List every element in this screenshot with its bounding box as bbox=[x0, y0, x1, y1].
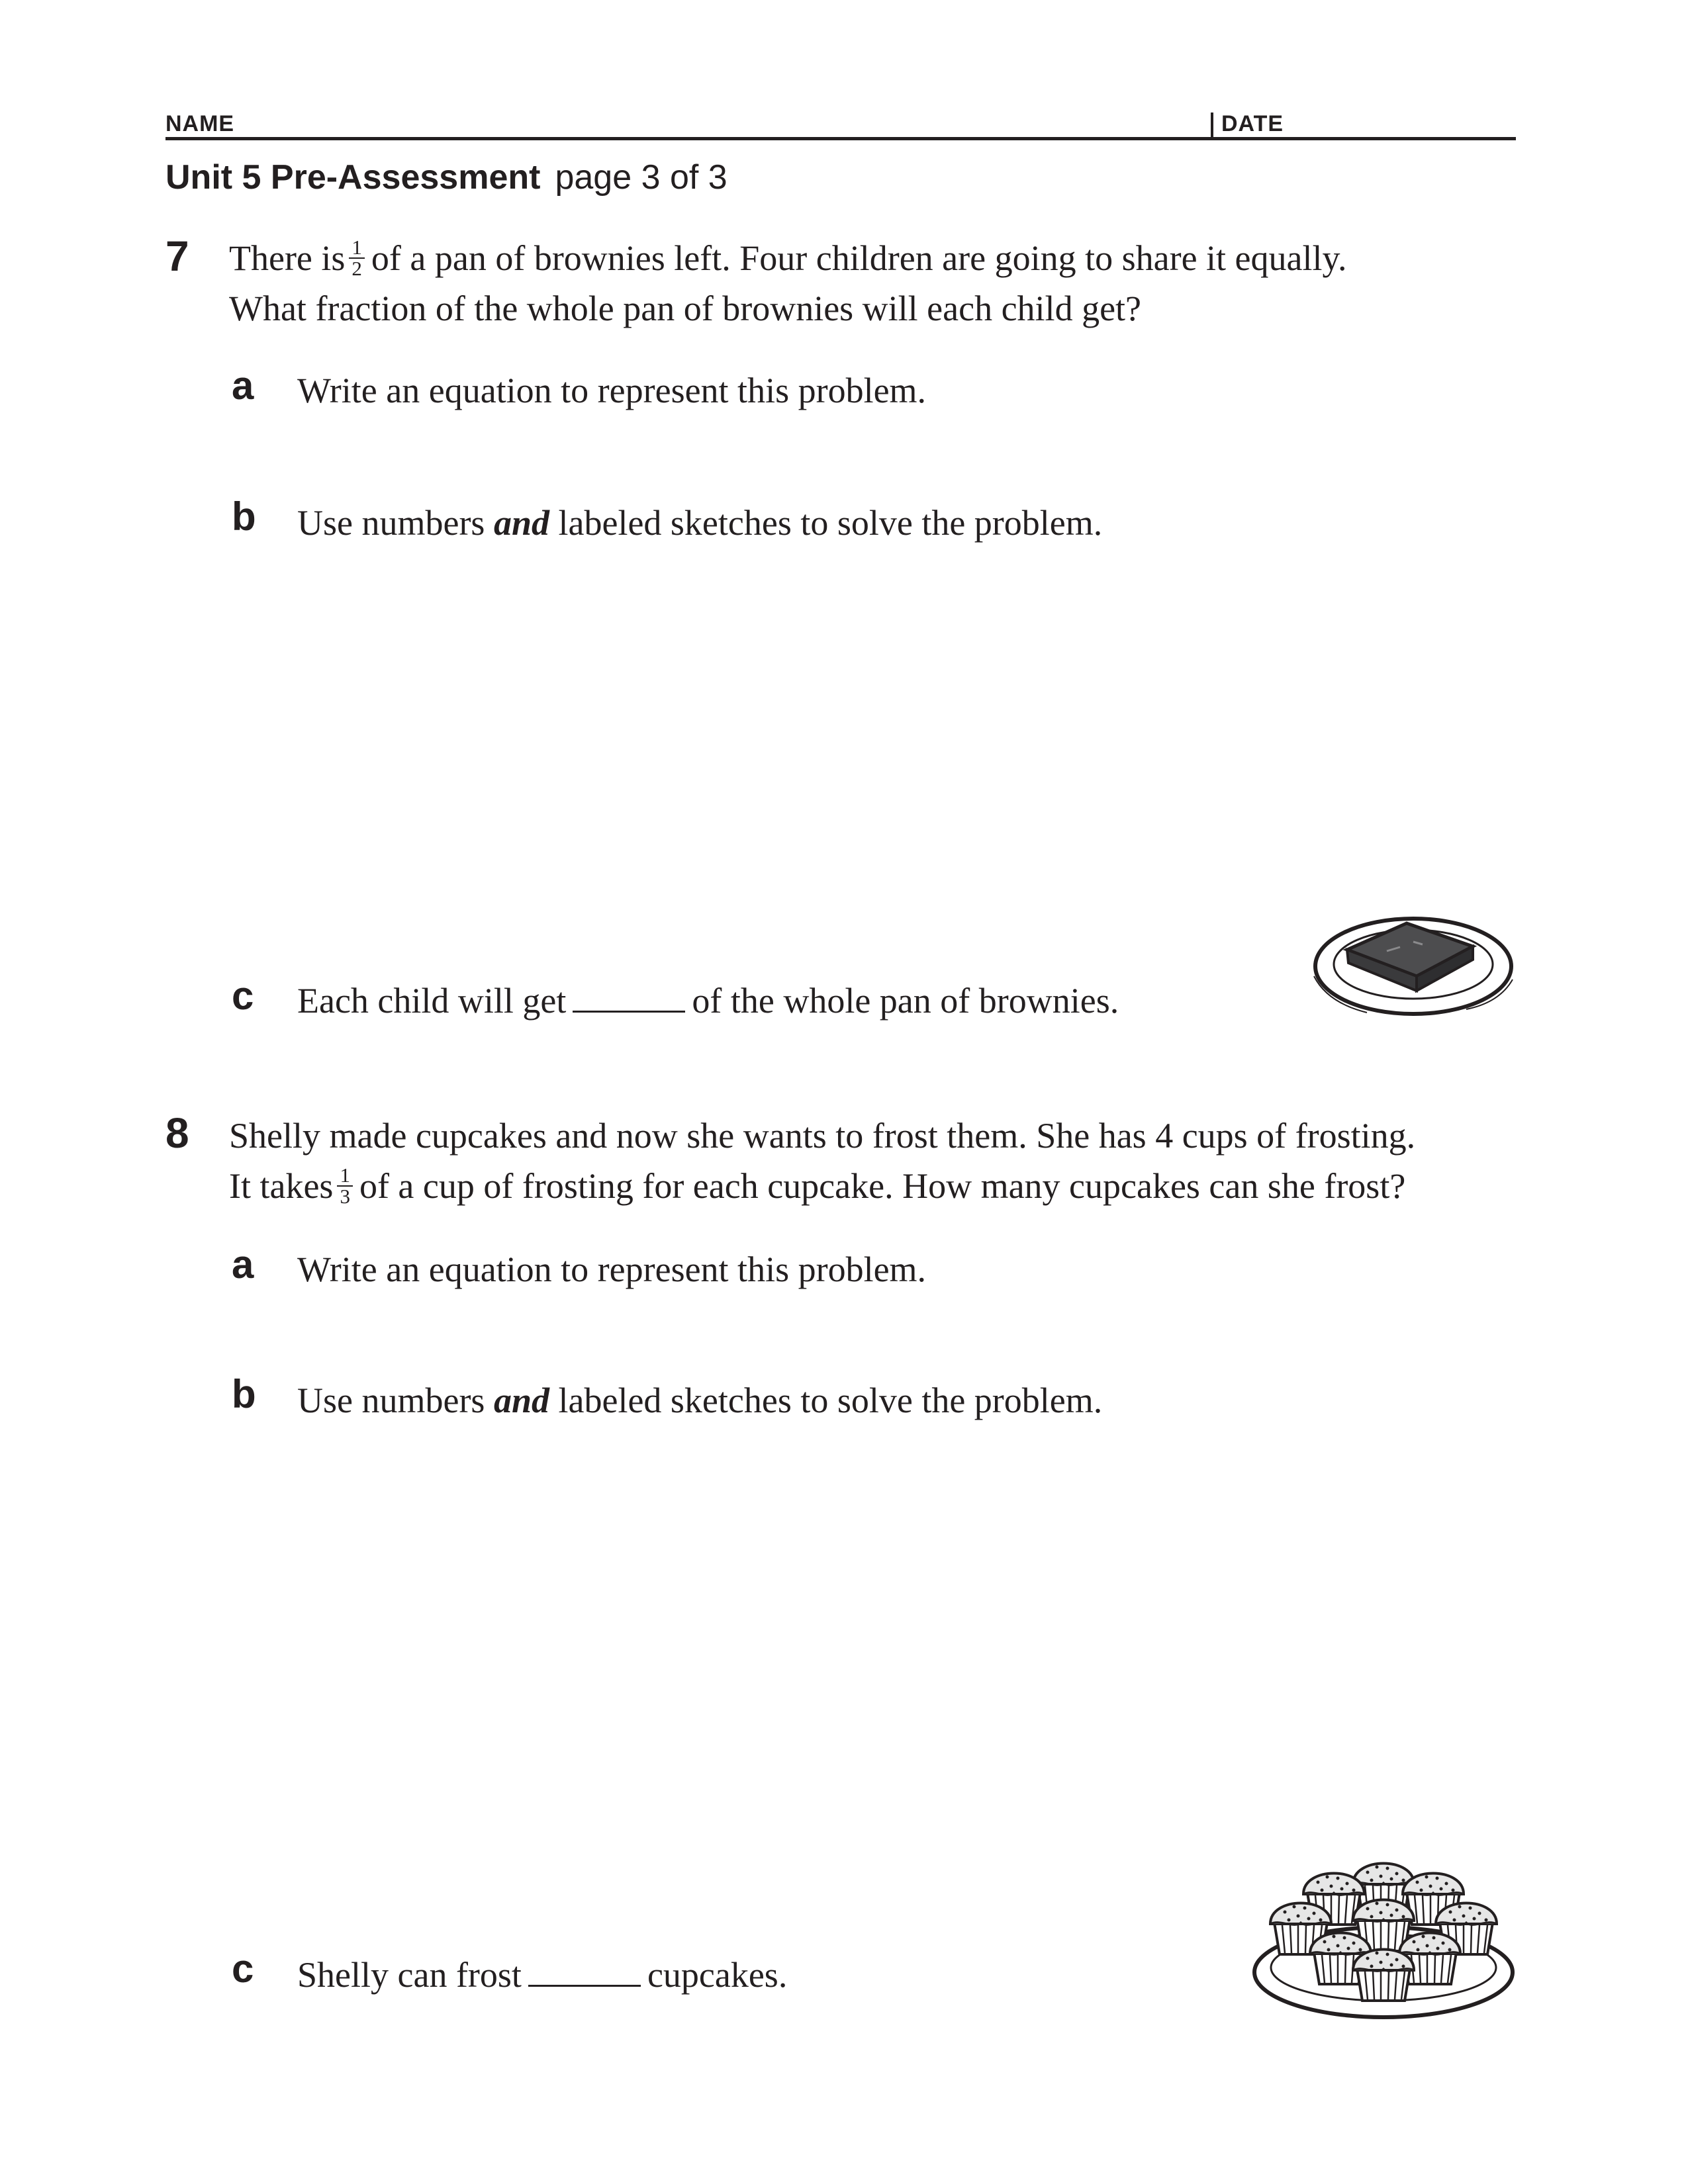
date-label: DATE bbox=[1221, 111, 1284, 136]
fraction-one-third: $\frac{1}{3}$ bbox=[337, 1165, 353, 1206]
question-7b-letter: b bbox=[232, 494, 256, 539]
name-field-line[interactable] bbox=[165, 137, 1516, 140]
name-label: NAME bbox=[165, 111, 235, 136]
question-7b-work-area[interactable] bbox=[225, 563, 1516, 933]
question-8b-prompt: Use numbers and labeled sketches to solve the problem. bbox=[297, 1381, 1103, 1420]
date-divider bbox=[1211, 113, 1213, 139]
question-8c-letter: c bbox=[232, 1946, 254, 1991]
question-7-line-1: There is $\frac{1}{2}$ of a pan of brownies left. Four children are going to share it equally. bbox=[229, 235, 1347, 280]
question-7b-prompt: Use numbers and labeled sketches to solve the problem. bbox=[297, 503, 1103, 543]
cupcakes-on-plate-icon bbox=[1244, 1837, 1523, 2022]
assessment-title: Unit 5 Pre-Assessment bbox=[165, 158, 541, 197]
question-7c-letter: c bbox=[232, 974, 254, 1018]
question-7a-prompt: Write an equation to represent this problem. bbox=[297, 371, 927, 410]
question-8a-prompt: Write an equation to represent this problem. bbox=[297, 1250, 927, 1289]
question-8c-answer-blank[interactable] bbox=[528, 1958, 641, 1987]
question-7a-letter: a bbox=[232, 363, 254, 408]
question-7c-prompt: Each child will get of the whole pan of brownies. bbox=[297, 981, 1119, 1021]
question-7-line-2: What fraction of the whole pan of brownies will each child get? bbox=[229, 289, 1142, 328]
question-7-number: 7 bbox=[165, 232, 189, 280]
fraction-one-half: $\frac{1}{2}$ bbox=[349, 238, 365, 279]
question-8c-prompt: Shelly can frost cupcakes. bbox=[297, 1955, 788, 1995]
question-8a-letter: a bbox=[232, 1242, 254, 1287]
question-8b-letter: b bbox=[232, 1372, 256, 1416]
page-info: page 3 of 3 bbox=[555, 158, 727, 197]
question-7c-answer-blank[interactable] bbox=[573, 984, 685, 1013]
question-8-line-2: It takes $\frac{1}{3}$ of a cup of frosting for each cupcake. How many cupcakes can she frost? bbox=[229, 1163, 1406, 1208]
brownie-on-plate-icon bbox=[1307, 910, 1519, 1023]
question-8b-work-area[interactable] bbox=[225, 1440, 1251, 1903]
question-8-number: 8 bbox=[165, 1109, 189, 1157]
page-title bbox=[165, 158, 727, 197]
question-8-line-1: Shelly made cupcakes and now she wants to frost them. She has 4 cups of frosting. bbox=[229, 1116, 1416, 1156]
